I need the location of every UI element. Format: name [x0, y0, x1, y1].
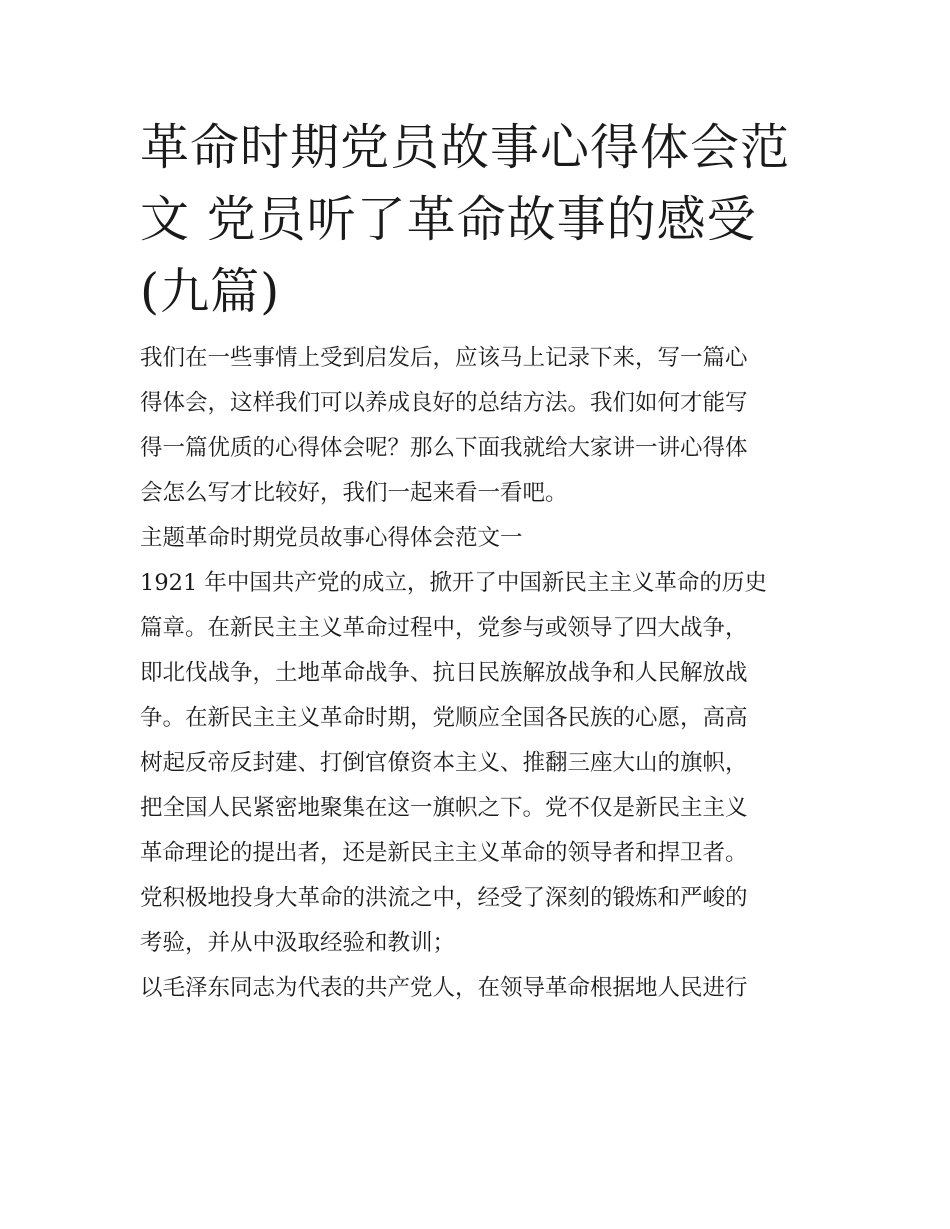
text-line: 考验，并从中汲取经验和教训；	[140, 930, 456, 956]
text-line: 革命理论的提出者，还是新民主主义革命的领导者和捍卫者。	[140, 840, 748, 866]
body-paragraph	[140, 561, 820, 966]
text-line: 以毛泽东同志为代表的共产党人，在领导革命根据地人民进行	[140, 975, 748, 1001]
text-line: 即北伐战争，土地革命战争、抗日民族解放战争和人民解放战	[140, 660, 748, 686]
text-line: 得体会，这样我们可以养成良好的总结方法。我们如何才能写	[140, 390, 748, 416]
document-content	[140, 112, 820, 1011]
text-line: 1921 年中国共产党的成立，掀开了中国新民主主义革命的历史	[140, 570, 767, 596]
intro-paragraph	[140, 336, 820, 516]
text-line: 争。在新民主主义革命时期，党顺应全国各民族的心愿，高高	[140, 705, 748, 731]
text-line: 篇章。在新民主主义革命过程中，党参与或领导了四大战争，	[140, 615, 748, 641]
text-line: 主题革命时期党员故事心得体会范文一	[140, 525, 523, 551]
body-paragraph	[140, 966, 820, 1011]
text-line: 树起反帝反封建、打倒官僚资本主义、推翻三座大山的旗帜，	[140, 750, 748, 776]
text-line: 党积极地投身大革命的洪流之中，经受了深刻的锻炼和严峻的	[140, 885, 748, 911]
text-line: 我们在一些事情上受到启发后，应该马上记录下来，写一篇心	[140, 345, 748, 371]
section-heading	[140, 516, 820, 561]
text-line: 会怎么写才比较好，我们一起来看一看吧。	[140, 480, 568, 506]
document-body	[140, 336, 820, 1011]
title-line: (九篇)	[140, 263, 281, 320]
title-line: 革命时期党员故事心得体会范	[140, 119, 791, 176]
title-line: 文 党员听了革命故事的感受	[140, 191, 757, 248]
text-line: 把全国人民紧密地聚集在这一旗帜之下。党不仅是新民主主义	[140, 795, 748, 821]
document-title	[140, 112, 800, 328]
text-line: 得一篇优质的心得体会呢？那么下面我就给大家讲一讲心得体	[140, 435, 748, 461]
